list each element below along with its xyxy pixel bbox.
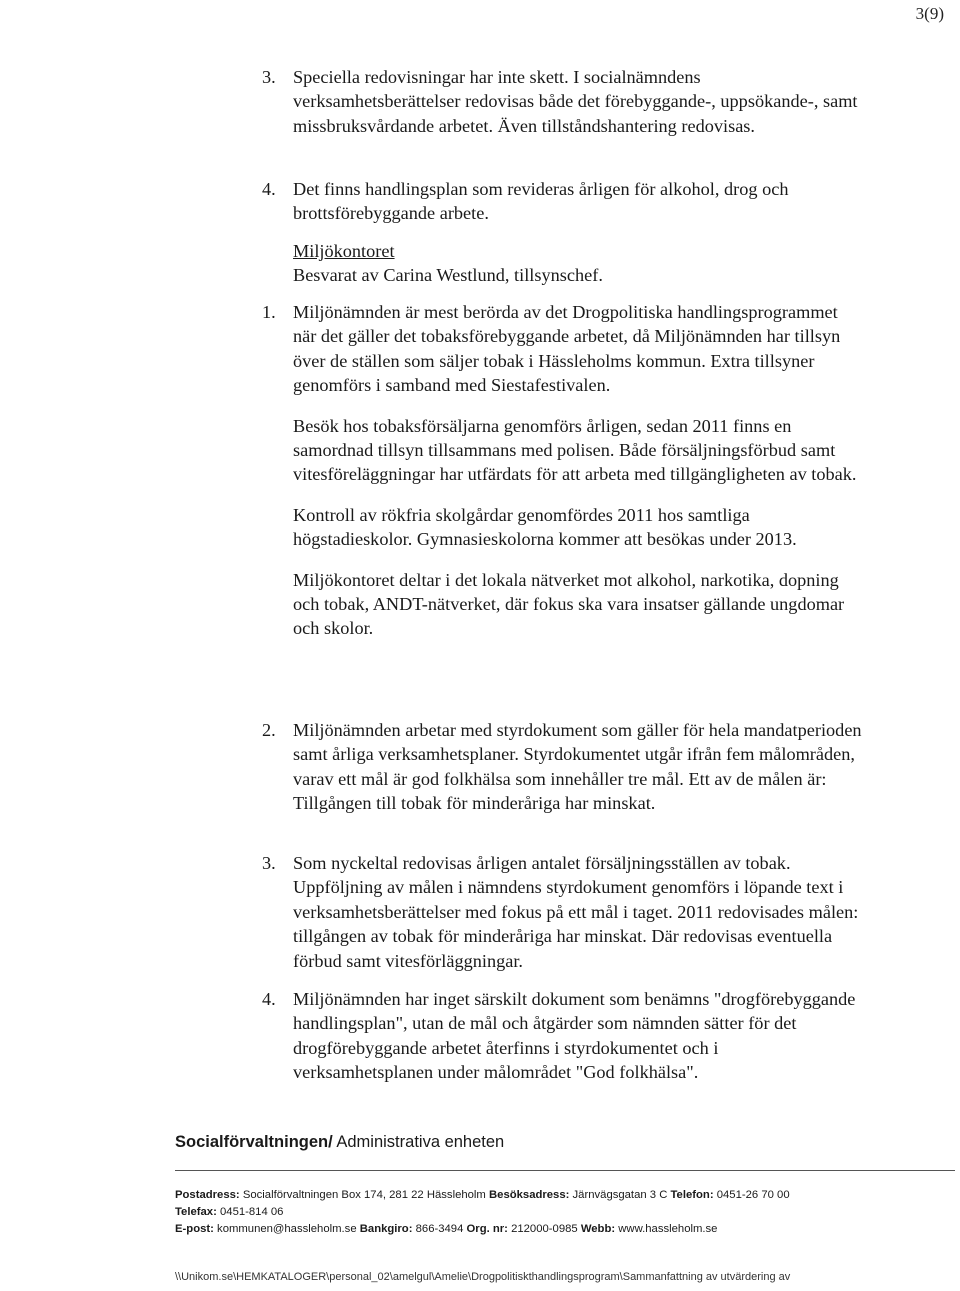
item-paragraph: Miljönämnden har inget särskilt dokument som benämns "drogförebyggande handlingsplan", utan de mål och åtgärder som nämnden sätter för det drogförebyggande arbetet återfinns i styrdokumentet och i verksamhetsplanen under målområdet "God folkhälsa". bbox=[293, 989, 856, 1083]
footer-department-bold: Socialförvaltningen/ bbox=[175, 1133, 333, 1151]
item-number: 3. bbox=[262, 67, 276, 87]
item-content bbox=[293, 987, 862, 1085]
phone-label: Telefon: bbox=[670, 1189, 714, 1201]
list-item bbox=[262, 300, 862, 641]
list-item bbox=[262, 987, 862, 1085]
item-paragraph: Miljönämnden arbetar med styrdokument som gäller för hela mandatperioden samt årliga verksamhetsplaner. Styrdokumentet utgår ifrån fem målområden, varav ett mål är god folkhälsa som innehåller tre mål. Ett av de målen är: Tillgången till tobak för minderåriga har minskat. bbox=[293, 720, 862, 814]
file-path: \\Unikom.se\HEMKATALOGER\personal_02\amelgul\Amelie\Drogpolitiskthandlingsprogram\Sammanfattning av utvärdering av bbox=[175, 1271, 791, 1283]
email-label: E-post: bbox=[175, 1223, 214, 1235]
visit-value: Järnvägsgatan 3 C bbox=[572, 1189, 668, 1201]
org-label: Org. nr: bbox=[466, 1223, 508, 1235]
web-value: www.hassleholm.se bbox=[618, 1223, 718, 1235]
footer-line-fax bbox=[175, 1204, 790, 1221]
list-item bbox=[262, 65, 862, 138]
web-label: Webb: bbox=[580, 1223, 616, 1235]
list-item bbox=[262, 851, 862, 973]
item-content bbox=[293, 65, 862, 138]
list-item bbox=[262, 177, 862, 226]
item-number: 2. bbox=[262, 720, 276, 740]
item-paragraph: Som nyckeltal redovisas årligen antalet försäljningsställen av tobak. Uppföljning av målen i nämndens styrdokument genomförs i löpande text i verksamhetsberättelser med fokus på ett mål i taget. 2011 redovisades målen: tillgången av tobak för minderåriga har minskat. Där redovisas eventuella förbud samt vitesförläggningar. bbox=[293, 853, 859, 971]
item-number: 4. bbox=[262, 989, 276, 1009]
bankgiro-value: 866-3494 bbox=[415, 1223, 464, 1235]
list-item bbox=[262, 718, 862, 816]
item-number: 4. bbox=[262, 179, 276, 199]
item-paragraph: Kontroll av rökfria skolgårdar genomfördes 2011 hos samtliga högstadieskolor. Gymnasieskolorna kommer att besökas under 2013. bbox=[293, 504, 797, 550]
item-content bbox=[293, 718, 862, 816]
page-number: 3(9) bbox=[915, 4, 944, 23]
footer-divider bbox=[175, 1170, 955, 1171]
item-content bbox=[293, 177, 862, 226]
item-paragraph: Miljökontoret deltar i det lokala nätverket mot alkohol, narkotika, dopning och tobak, ANDT-nätverket, där fokus ska vara insatser gällande ungdomar och skolor. bbox=[293, 569, 845, 639]
fax-value: 0451-814 06 bbox=[220, 1206, 284, 1218]
footer-line-email bbox=[175, 1221, 790, 1238]
item-paragraph: Miljönämnden är mest berörda av det Drogpolitiska handlingsprogrammet när det gäller det tobaksförebyggande arbetet, då Miljönämnden har tillsyn över de ställen som säljer tobak i Hässleholms kommun. Extra tillsyner genomförs i samband med Siestafestivalen. bbox=[293, 302, 841, 396]
item-paragraph: Speciella redovisningar har inte skett. I socialnämndens verksamhetsberättelser redovisas både det förebyggande-, uppsökande-, samt missbruksvårdande arbetet. Även tillståndshantering redovisas. bbox=[293, 67, 858, 136]
section-heading: Miljökontoret bbox=[293, 241, 395, 261]
item-paragraph: Det finns handlingsplan som revideras årligen för alkohol, drog och brottsförebyggande arbete. bbox=[293, 179, 789, 224]
footer-department bbox=[175, 1133, 504, 1152]
postal-value: Socialförvaltningen Box 174, 281 22 Hässleholm bbox=[242, 1189, 486, 1201]
item-number: 1. bbox=[262, 302, 276, 322]
item-content bbox=[293, 300, 862, 641]
item-number: 3. bbox=[262, 853, 276, 873]
item-paragraph: Besök hos tobaksförsäljarna genomförs årligen, sedan 2011 finns en samordnad tillsyn tillsammans med polisen. Både försäljningsförbud samt vitesföreläggningar har utfärdats för att arbeta med tillgängligheten av tobak. bbox=[293, 415, 857, 485]
footer-line-address bbox=[175, 1187, 790, 1204]
answered-by: Besvarat av Carina Westlund, tillsynschef. bbox=[293, 265, 603, 285]
bankgiro-label: Bankgiro: bbox=[359, 1223, 413, 1235]
postal-label: Postadress: bbox=[175, 1189, 240, 1201]
footer-contact-info bbox=[175, 1187, 790, 1238]
visit-label: Besöksadress: bbox=[489, 1189, 570, 1201]
fax-label: Telefax: bbox=[175, 1206, 217, 1218]
email-value: kommunen@hassleholm.se bbox=[217, 1223, 357, 1235]
org-value: 212000-0985 bbox=[511, 1223, 578, 1235]
item-content bbox=[293, 851, 862, 973]
phone-value: 0451-26 70 00 bbox=[716, 1189, 790, 1201]
footer-department-unit: Administrativa enheten bbox=[332, 1133, 505, 1151]
